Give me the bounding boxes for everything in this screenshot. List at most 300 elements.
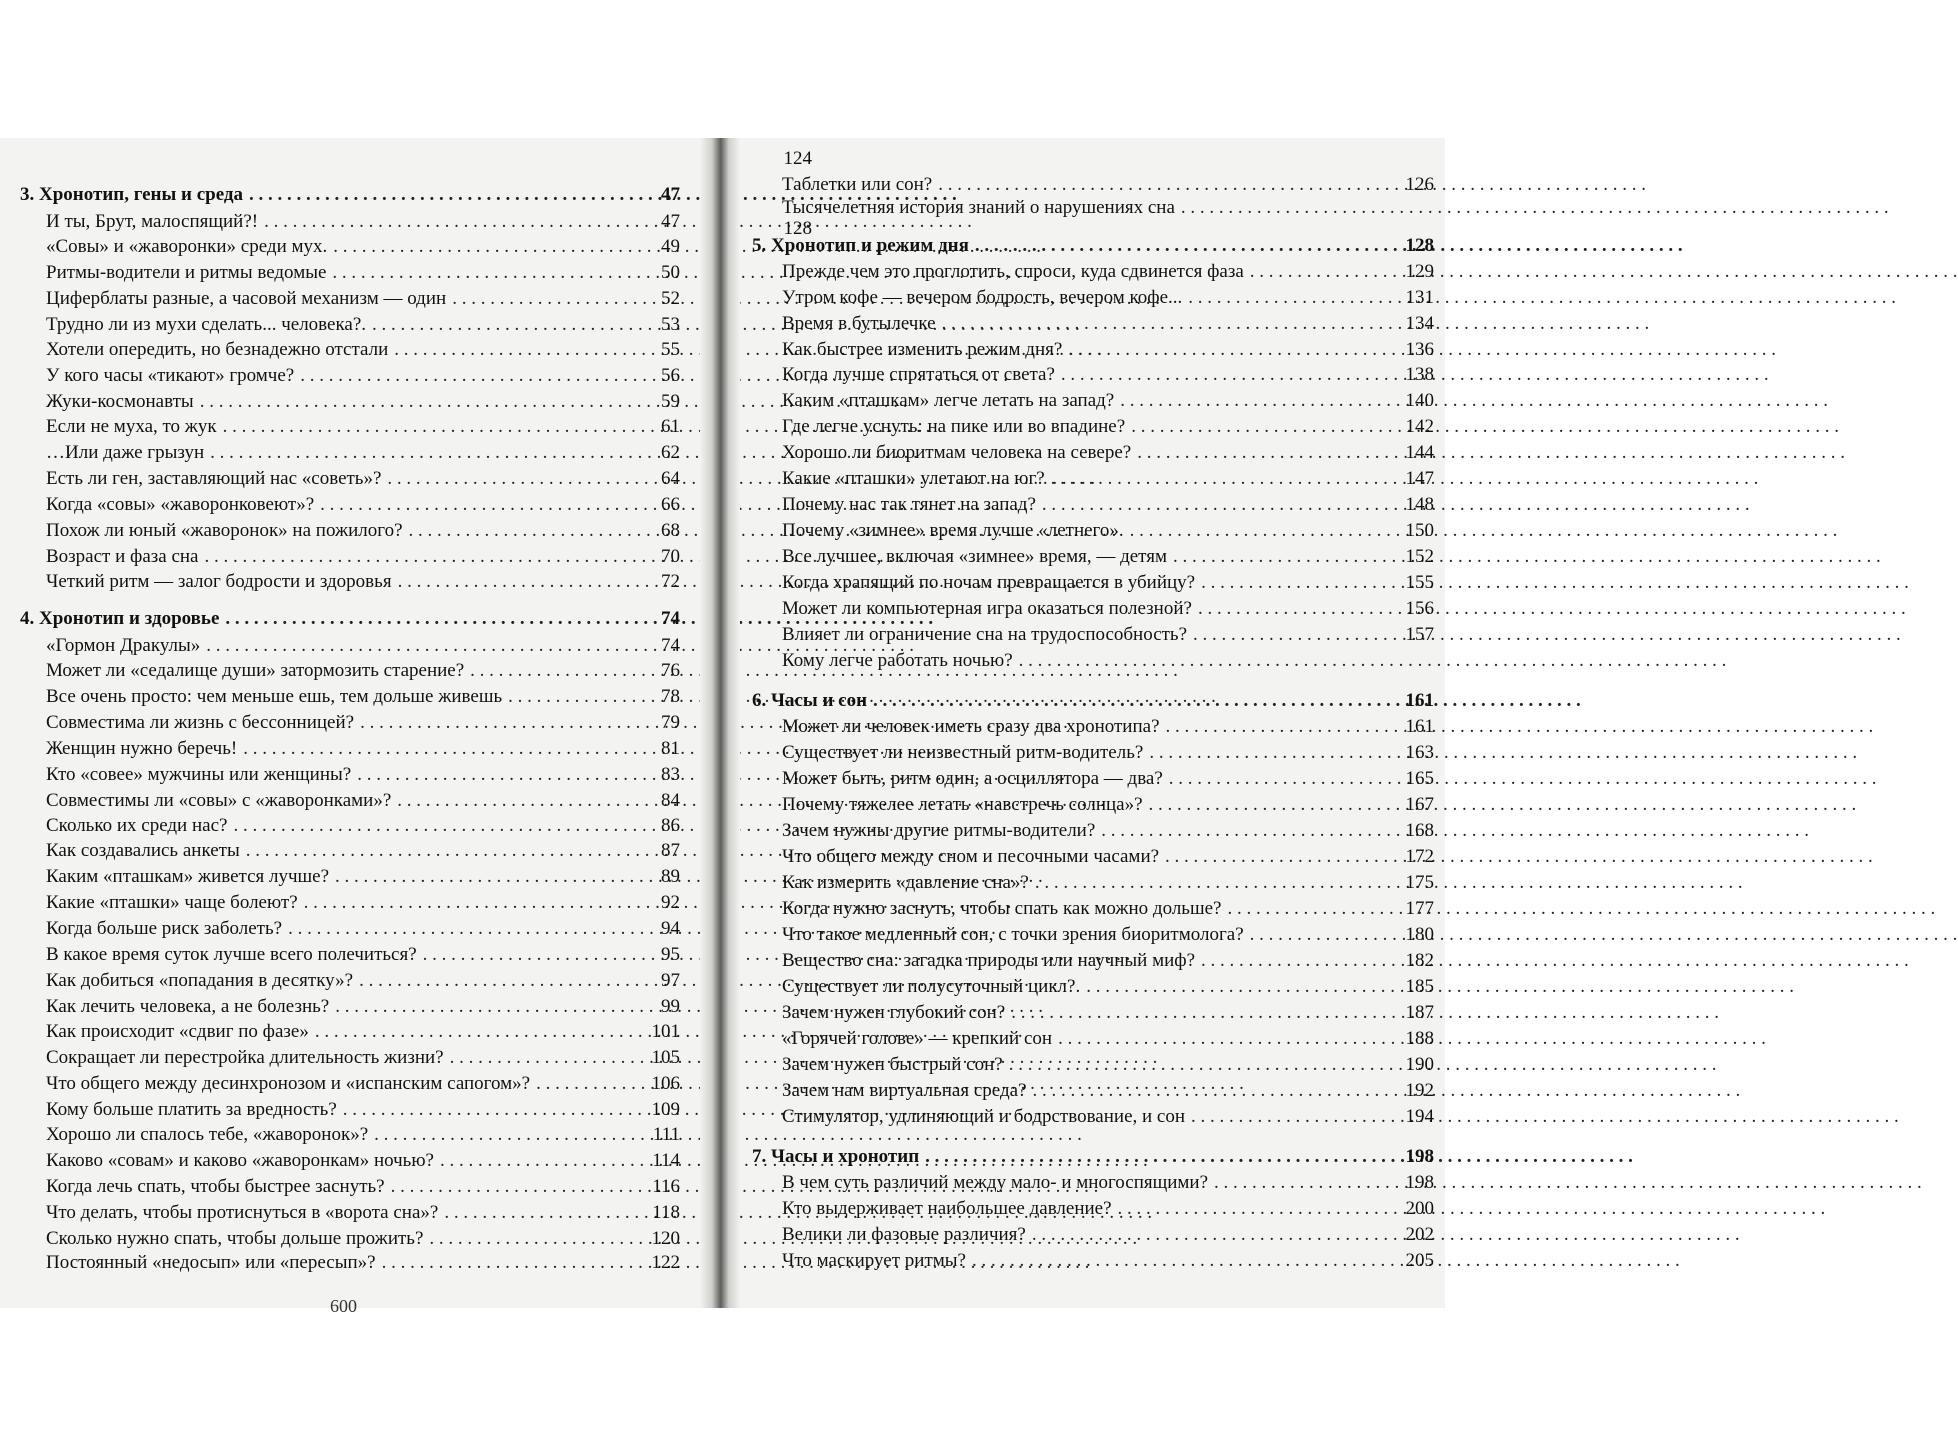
toc-entry-row [20, 1097, 680, 1123]
page-number: 83 [661, 764, 680, 785]
entry-title: Прежде чем это проглотить, спроси, куда сдвинется фаза [782, 261, 1244, 282]
page-number: 177 [1405, 898, 1434, 919]
page-number: 161 [1405, 690, 1434, 711]
page-number: 205 [1405, 1250, 1434, 1271]
toc-chapter-row [752, 1144, 1434, 1170]
toc-entry-row [752, 1052, 1434, 1078]
dot-leader [240, 838, 650, 864]
page-number: 79 [661, 712, 680, 733]
page-number: 185 [1405, 976, 1434, 997]
entry-title: Постоянный «недосып» или «пересып»? [46, 1252, 376, 1273]
entry-title: Стимулятор, удлиняющий и бодрствование, и сон [782, 1106, 1186, 1127]
entry-title: Как добиться «попадания в десятку»? [46, 970, 354, 991]
entry-title: Зачем нам виртуальная среда? [782, 1080, 1027, 1101]
dot-leader [403, 518, 650, 544]
page-number: 124 [783, 148, 812, 169]
entry-title: Кто выдерживает наибольшее давление? [782, 1198, 1112, 1219]
toc-entry-row [20, 414, 680, 440]
toc-entry-row [752, 544, 1434, 570]
toc-entry-row [752, 570, 1434, 596]
toc-entry-row [752, 1170, 1434, 1196]
page-number: 150 [1405, 520, 1434, 541]
toc-entry-row [20, 1148, 680, 1174]
toc-entry-row [20, 1122, 680, 1148]
toc-entry-row [752, 818, 1434, 844]
page-number: 70 [661, 546, 680, 567]
toc-entry-row [752, 714, 1434, 740]
page-number: 101 [651, 1021, 680, 1042]
toc-entry-row [752, 622, 1434, 648]
page-number: 192 [1405, 1080, 1434, 1101]
dot-leader [1125, 414, 1404, 440]
dot-leader [1045, 466, 1404, 492]
dot-leader [194, 389, 650, 415]
dot-leader [1244, 922, 1404, 948]
page-number: 61 [661, 416, 680, 437]
dot-leader [353, 968, 650, 994]
entry-title: Как создавались анкеты [46, 840, 240, 861]
page-number: 86 [661, 815, 680, 836]
entry-title: Когда лучше спрятаться от света? [782, 364, 1055, 385]
toc-entry-row [20, 916, 680, 942]
entry-title: Где легче уснуть: на пике или во впадине? [782, 416, 1126, 437]
toc-entry-row [752, 518, 1434, 544]
right-page [752, 138, 1434, 1308]
toc-entry-row [20, 813, 680, 839]
dot-leader [919, 1144, 1404, 1170]
page-number: 84 [661, 790, 680, 811]
dot-leader [326, 260, 650, 286]
entry-title: Все лучшее, включая «зимнее» время, — детям [782, 546, 1168, 567]
page-number: 147 [1405, 468, 1434, 489]
entry-title: Таблетки или сон? [782, 174, 933, 195]
dot-leader [329, 864, 650, 890]
page-number: 68 [661, 520, 680, 541]
page-number: 76 [661, 660, 680, 681]
dot-leader [1192, 596, 1404, 622]
dot-leader [314, 492, 650, 518]
dot-leader [867, 688, 1404, 714]
book-gutter [700, 138, 740, 1308]
dot-leader [969, 233, 1404, 259]
dot-leader [1160, 714, 1404, 740]
toc-entry-row [20, 337, 680, 363]
toc-entry-row [20, 736, 680, 762]
chapter-title: 7. Часы и хронотип [752, 1146, 920, 1167]
toc-entry-row [752, 414, 1434, 440]
dot-leader [417, 942, 650, 968]
entry-title: Влияет ли ограничение сна на трудоспособность? [782, 624, 1188, 645]
page-number: 66 [661, 494, 680, 515]
dot-leader [1159, 844, 1404, 870]
toc-entry-row [20, 968, 680, 994]
page-number: 109 [651, 1099, 680, 1120]
page-number: 74 [661, 608, 680, 629]
page-number: 148 [1405, 494, 1434, 515]
dot-leader [204, 440, 650, 466]
page-number: 72 [661, 571, 680, 592]
dot-leader [1163, 766, 1404, 792]
page-number: 129 [1405, 261, 1434, 282]
page-number: 97 [661, 970, 680, 991]
entry-title: Хорошо ли спалось тебе, «жаворонок»? [46, 1124, 369, 1145]
toc-entry-row [752, 311, 1434, 337]
page-number: 187 [1405, 1002, 1434, 1023]
page-number: 89 [661, 866, 680, 887]
toc-entry-row [752, 337, 1434, 363]
toc-entry-row [752, 1026, 1434, 1052]
dot-leader [1187, 622, 1404, 648]
dot-leader [219, 606, 650, 632]
toc-chapter-row [752, 688, 1434, 714]
entry-title: Что общего между сном и песочными часами? [782, 846, 1160, 867]
toc-entry-row [20, 440, 680, 466]
page-number: 118 [652, 1202, 680, 1223]
toc-entry-row [20, 864, 680, 890]
dot-leader [438, 1200, 650, 1226]
dot-leader [1195, 570, 1404, 596]
page-number: 49 [661, 236, 680, 257]
toc-entry-row [20, 286, 680, 312]
entry-title: Похож ли юный «жаворонок» на пожилого? [46, 520, 403, 541]
entry-title: Кому легче работать ночью? [782, 650, 1013, 671]
page-number: 142 [1405, 416, 1434, 437]
page-number: 155 [1405, 572, 1434, 593]
dot-leader [298, 890, 650, 916]
page-number: 116 [652, 1176, 680, 1197]
page-number: 163 [1405, 742, 1434, 763]
dot-leader [1029, 870, 1404, 896]
entry-title: Возраст и фаза сна [46, 546, 199, 567]
entry-title: Зачем нужен быстрый сон? [782, 1054, 1003, 1075]
entry-title: Время в бутылечке [782, 313, 936, 334]
dot-leader [530, 1071, 650, 1097]
toc-entry-row [20, 569, 680, 595]
page-number: 55 [661, 339, 680, 360]
toc-entry-row [20, 1071, 680, 1097]
page-number: 180 [1405, 924, 1434, 945]
toc-chapter-row [20, 606, 680, 632]
entry-title: Жуки-космонавты [46, 391, 194, 412]
page-number: 152 [1405, 546, 1434, 567]
entry-title: Хотели опередить, но безнадежно отстали [46, 339, 389, 360]
entry-title: Кто «совее» мужчины или женщины? [46, 764, 352, 785]
page-number: 138 [1405, 364, 1434, 385]
entry-title: Хорошо ли биоритмам человека на севере? [782, 442, 1132, 463]
page-number: 50 [661, 262, 680, 283]
toc-entry-row [752, 870, 1434, 896]
page-number: 114 [652, 1150, 680, 1171]
page-number: 182 [1405, 950, 1434, 971]
dot-leader [1195, 948, 1404, 974]
dot-leader [966, 1248, 1404, 1274]
entry-title: Когда нужно заснуть, чтобы спать как можно дольше? [782, 898, 1222, 919]
entry-title: Как лечить человека, а не болезнь? [46, 996, 330, 1017]
page-number: 52 [661, 288, 680, 309]
dot-leader [243, 182, 650, 208]
dot-leader [258, 209, 650, 235]
dot-leader [1052, 1026, 1404, 1052]
toc-entry-row [752, 1222, 1434, 1248]
toc-entry-row [20, 788, 680, 814]
page-number: 128 [783, 218, 812, 239]
page-number: 131 [1405, 287, 1434, 308]
entry-title: Совместима ли жизнь с бессонницей? [46, 712, 355, 733]
dot-leader [237, 736, 650, 762]
dot-leader [1095, 818, 1404, 844]
entry-title: Когда лечь спать, чтобы быстрее заснуть? [46, 1176, 385, 1197]
dot-leader [1143, 792, 1404, 818]
page-number: 122 [651, 1252, 680, 1273]
dot-leader [1221, 896, 1404, 922]
page-number: 128 [1405, 235, 1434, 256]
page-number: 198 [1405, 1172, 1434, 1193]
toc-entry-row [752, 440, 1434, 466]
dot-leader [1185, 1104, 1404, 1130]
entry-title: Почему нас так тянет на запад? [782, 494, 1036, 515]
toc-entry-row [20, 312, 680, 338]
toc-entry-row [20, 1200, 680, 1226]
page-number: 136 [1405, 339, 1434, 360]
page-number: 156 [1405, 598, 1434, 619]
toc-entry-row [20, 994, 680, 1020]
toc-entry-row [752, 362, 1434, 388]
page-number: 144 [1405, 442, 1434, 463]
dot-leader [282, 916, 650, 942]
dot-leader [1167, 544, 1404, 570]
entry-title: Может ли человек иметь сразу два хронотипа? [782, 716, 1160, 737]
toc-entry-row [752, 1000, 1434, 1026]
dot-leader [1055, 362, 1404, 388]
toc-entry-row [20, 363, 680, 389]
dot-leader [1036, 492, 1404, 518]
page-number: 157 [1405, 624, 1434, 645]
toc-entry-row [20, 762, 680, 788]
page-number: 168 [1405, 820, 1434, 841]
entry-title: Каким «пташкам» живется лучше? [46, 866, 330, 887]
entry-title: «Гормон Дракулы» [46, 635, 201, 656]
toc-entry-row [752, 792, 1434, 818]
entry-title: Вещество сна: загадка природы или научный миф? [782, 950, 1196, 971]
toc-entry-row [752, 466, 1434, 492]
entry-title: Что общего между десинхронозом и «испанским сапогом»? [46, 1073, 531, 1094]
toc-entry-row [20, 1226, 680, 1252]
dot-leader [502, 684, 650, 710]
toc-entry-row [20, 1174, 680, 1200]
page-number: 134 [1405, 313, 1434, 334]
dot-leader [1208, 1170, 1404, 1196]
entry-title: Циферблаты разные, а часовой механизм — один [46, 288, 447, 309]
entry-title: Может ли компьютерная игра оказаться полезной? [782, 598, 1192, 619]
entry-title: Как измерить «давление сна»? [782, 872, 1029, 893]
entry-title: «Совы» и «жаворонки» среди мух. [46, 236, 328, 257]
dot-leader [1112, 1196, 1404, 1222]
page-number: 59 [661, 391, 680, 412]
dot-leader [327, 234, 650, 260]
left-page [20, 138, 680, 1316]
entry-title: «Горячей голове» — крепкий сон [782, 1028, 1053, 1049]
entry-title: Когда «совы» «жаворонковеют»? [46, 494, 315, 515]
dot-leader [388, 337, 650, 363]
page-number: 167 [1405, 794, 1434, 815]
entry-title: Трудно ли из мухи сделать... человека?. [46, 314, 367, 335]
dot-leader [1027, 1078, 1404, 1104]
entry-title: Как быстрее изменить режим дня? [782, 339, 1063, 360]
page-number: 56 [661, 365, 680, 386]
page-number: 188 [1405, 1028, 1434, 1049]
toc-entry-row [752, 974, 1434, 1000]
entry-title: Если не муха, то жук [46, 416, 217, 437]
entry-title: Велики ли фазовые различия? [782, 1224, 1026, 1245]
dot-leader [198, 544, 650, 570]
page-number: 74 [661, 635, 680, 656]
dot-leader [385, 1174, 650, 1200]
entry-title: Совместимы ли «совы» с «жаворонками»? [46, 790, 392, 811]
page-number: 106 [651, 1073, 680, 1094]
page-number: 202 [1405, 1224, 1434, 1245]
dot-leader [200, 633, 650, 659]
dot-leader [366, 312, 650, 338]
page-number: 120 [651, 1228, 680, 1249]
entry-title: Существует ли полусуточный цикл?. [782, 976, 1081, 997]
toc-entry-row [752, 948, 1434, 974]
entry-title: Может быть, ритм один, а осциллятора — два? [782, 768, 1163, 789]
entry-title: Зачем нужны другие ритмы-водители? [782, 820, 1096, 841]
entry-title: Есть ли ген, заставляющий нас «советь»? [46, 468, 382, 489]
toc-entry-row [752, 1248, 1434, 1274]
toc-entry-row [752, 146, 1434, 172]
toc-entry-row [752, 285, 1434, 311]
page-number: 190 [1405, 1054, 1434, 1075]
entry-title: Тысячелетняя история знаний о нарушениях сна [782, 197, 1175, 218]
toc-entry-row [20, 260, 680, 286]
toc-entry-row [752, 922, 1434, 948]
dot-leader [294, 363, 650, 389]
dot-leader [309, 1019, 650, 1045]
entry-title: Ритмы-водители и ритмы ведомые [46, 262, 327, 283]
toc-entry-row [20, 1250, 680, 1276]
page-number: 92 [661, 892, 680, 913]
page-number: 172 [1405, 846, 1434, 867]
toc-entry-row [20, 492, 680, 518]
entry-title: Какие «пташки» чаще болеют? [46, 892, 298, 913]
dot-leader [1080, 974, 1404, 1000]
page-number: 111 [652, 1124, 680, 1145]
dot-leader [464, 658, 650, 684]
page-number: 64 [661, 468, 680, 489]
page-number: 94 [661, 918, 680, 939]
dot-leader [227, 813, 650, 839]
entry-title: Как происходит «сдвиг по фазе» [46, 1021, 309, 1042]
page-number: 161 [1405, 716, 1434, 737]
dot-leader [337, 1097, 650, 1123]
page-number: 53 [661, 314, 680, 335]
entry-title: И ты, Брут, малоспящий?! [46, 211, 259, 232]
dot-leader [1114, 388, 1404, 414]
page-number: 126 [1405, 174, 1434, 195]
toc-entry-row [752, 766, 1434, 792]
dot-leader [1131, 440, 1404, 466]
page-number: 105 [651, 1047, 680, 1068]
dot-leader [381, 466, 650, 492]
toc-entry-row [752, 596, 1434, 622]
toc-entry-row [20, 1019, 680, 1045]
entry-title: Почему тяжелее летать «навстречь солнца»? [782, 794, 1143, 815]
dot-leader [1124, 518, 1404, 544]
dot-leader [351, 762, 650, 788]
page-number: 95 [661, 944, 680, 965]
toc-entry-row [752, 896, 1434, 922]
page-number: 175 [1405, 872, 1434, 893]
entry-title: Существует ли неизвестный ритм-водитель? [782, 742, 1144, 763]
toc-entry-row [752, 1196, 1434, 1222]
entry-title: Сколько их среди нас? [46, 815, 228, 836]
page-number: 99 [661, 996, 680, 1017]
toc-entry-row [752, 1078, 1434, 1104]
book-spread [0, 138, 1445, 1316]
dot-leader [1013, 648, 1404, 674]
dot-leader [1003, 1052, 1404, 1078]
entry-title: Четкий ритм — залог бодрости и здоровья [46, 571, 392, 592]
entry-title: Женщин нужно беречь! [46, 738, 238, 759]
page-number: 87 [661, 840, 680, 861]
dot-leader [1244, 259, 1404, 285]
entry-title: Почему «зимнее» время лучше «летнего». [782, 520, 1124, 541]
toc-entry-row [20, 942, 680, 968]
toc-entry-row [20, 658, 680, 684]
dot-leader [444, 1045, 650, 1071]
page-number: 140 [1405, 390, 1434, 411]
dot-leader [1026, 1222, 1404, 1248]
toc-entry-row [20, 234, 680, 260]
toc-entry-row [752, 388, 1434, 414]
toc-entry-row [20, 633, 680, 659]
chapter-title: 4. Хронотип и здоровье [20, 608, 220, 629]
toc-entry-row [752, 492, 1434, 518]
page-number: 47 [661, 184, 680, 205]
toc-entry-row [752, 259, 1434, 285]
entry-title: Каким «пташкам» легче летать на запад? [782, 390, 1115, 411]
chapter-title: 3. Хронотип, гены и среда [20, 184, 244, 205]
toc-entry-row [20, 389, 680, 415]
page-number: 165 [1405, 768, 1434, 789]
toc-entry-row [752, 648, 1434, 674]
entry-title: …Или даже грызун [46, 442, 205, 463]
entry-title: Когда храпящий по ночам превращается в убийцу? [782, 572, 1196, 593]
entry-title: Кому больше платить за вредность? [46, 1099, 337, 1120]
toc-entry-row [752, 740, 1434, 766]
dot-leader [1143, 740, 1404, 766]
dot-leader [368, 1122, 650, 1148]
toc-entry-row [752, 844, 1434, 870]
entry-title: Сколько нужно спать, чтобы дольше прожить? [46, 1228, 424, 1249]
dot-leader [446, 286, 650, 312]
entry-title: Утром кофе — вечером бодрость, вечером кофе... [782, 287, 1183, 308]
dot-leader [354, 710, 650, 736]
dot-leader [392, 569, 650, 595]
page-number: 47 [661, 211, 680, 232]
dot-leader [1062, 337, 1404, 363]
toc-entry-row [20, 710, 680, 736]
toc-chapter-row [752, 233, 1434, 259]
page-number: 200 [1405, 1198, 1434, 1219]
page-number: 194 [1405, 1106, 1434, 1127]
entry-title: Когда больше риск заболеть? [46, 918, 283, 939]
toc-entry-row [20, 684, 680, 710]
entry-title: Сокращает ли перестройка длительность жизни? [46, 1047, 444, 1068]
toc-entry-row [20, 544, 680, 570]
entry-title: Что такое медленный сон, с точки зрения биоритмолога? [782, 924, 1244, 945]
